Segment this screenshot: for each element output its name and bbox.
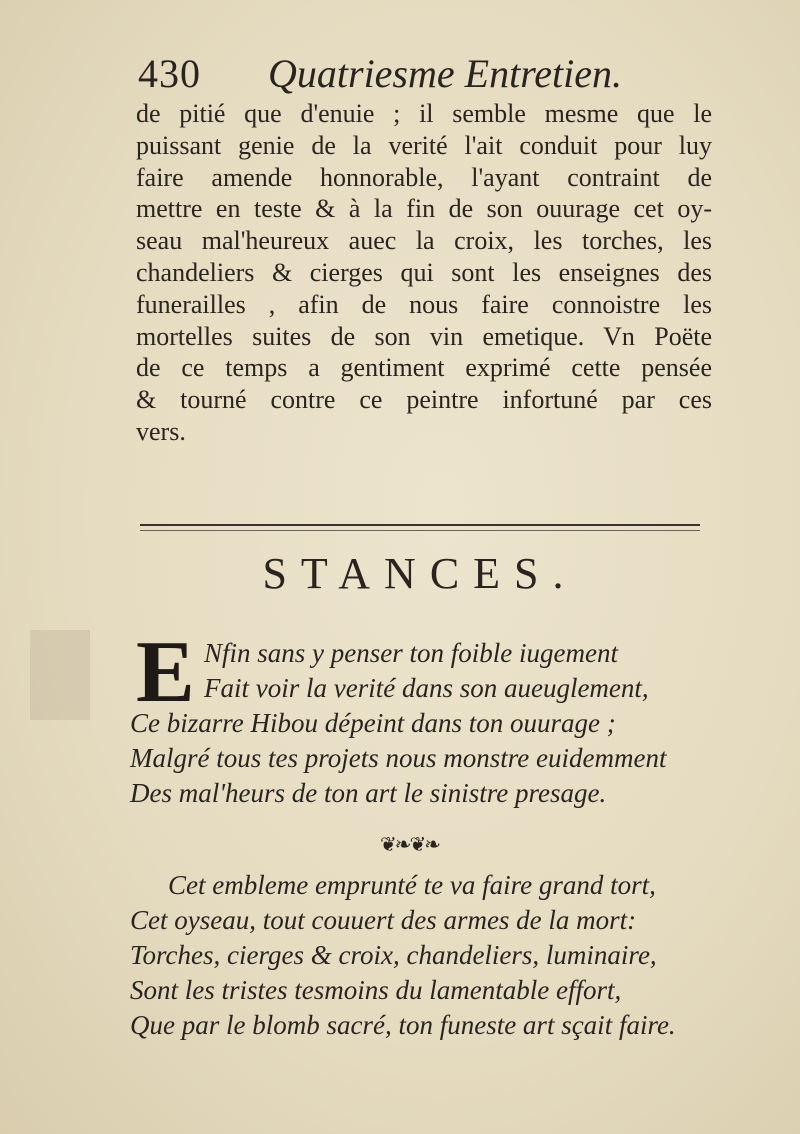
verse-line: Torches, cierges & croix, chandeliers, luminaire, [130, 940, 657, 970]
body-line: de pitié que d'enuie ; il semble mesme que le [136, 99, 712, 128]
body-line: mettre en teste & à la fin de son ouurage cet oy- [136, 194, 712, 224]
body-line: faire amende honnorable, l'ayant contraint de [136, 162, 712, 192]
fleuron-ornament: ❦❧❦❧ [380, 834, 440, 856]
body-line: vers. [136, 416, 186, 446]
body-paragraph [136, 98, 712, 448]
verse-line: Cet embleme emprunté te va faire grand tort, [168, 870, 656, 900]
section-divider [140, 524, 700, 526]
body-line: de ce temps a gentiment exprimé cette pensée [136, 353, 712, 383]
body-line: chandeliers & cierges qui sont les enseignes des [136, 257, 712, 287]
bleed-through-mark [30, 630, 90, 720]
section-title: STANCES. [262, 549, 578, 598]
body-line: mortelles suites de son vin emetique. Vn Poëte [136, 321, 712, 351]
section-divider-thin [140, 530, 700, 531]
body-line: seau mal'heureux auec la croix, les torches, les [136, 226, 712, 256]
stanza-1 [130, 624, 690, 811]
verse-line: Sont les tristes tesmoins du lamentable effort, [130, 975, 622, 1005]
stanza-2 [130, 868, 700, 1043]
page-number: 430 [138, 51, 201, 96]
body-line: funerailles , afin de nous faire connoistre les [136, 289, 712, 319]
running-title: Quatriesme Entretien. [268, 51, 623, 96]
verse-line: Fait voir la verité dans son aueuglement, [204, 673, 649, 703]
verse-line: Que par le blomb sacré, ton funeste art sçait faire. [130, 1010, 676, 1040]
verse-line: Malgré tous tes projets nous monstre euidemment [130, 743, 667, 773]
verse-line: Cet oyseau, tout couuert des armes de la mort: [130, 905, 637, 935]
verse-line: Des mal'heurs de ton art le sinistre presage. [130, 778, 607, 808]
verse-line: Nfin sans y penser ton foible iugement [204, 638, 618, 668]
page-header [138, 42, 718, 97]
body-line: & tourné contre ce peintre infortuné par ces [136, 385, 712, 415]
body-line: puissant genie de la verité l'ait conduit pour luy [136, 130, 712, 160]
drop-cap: E [136, 624, 195, 721]
verse-line: Ce bizarre Hibou dépeint dans ton ouurage ; [130, 708, 616, 738]
